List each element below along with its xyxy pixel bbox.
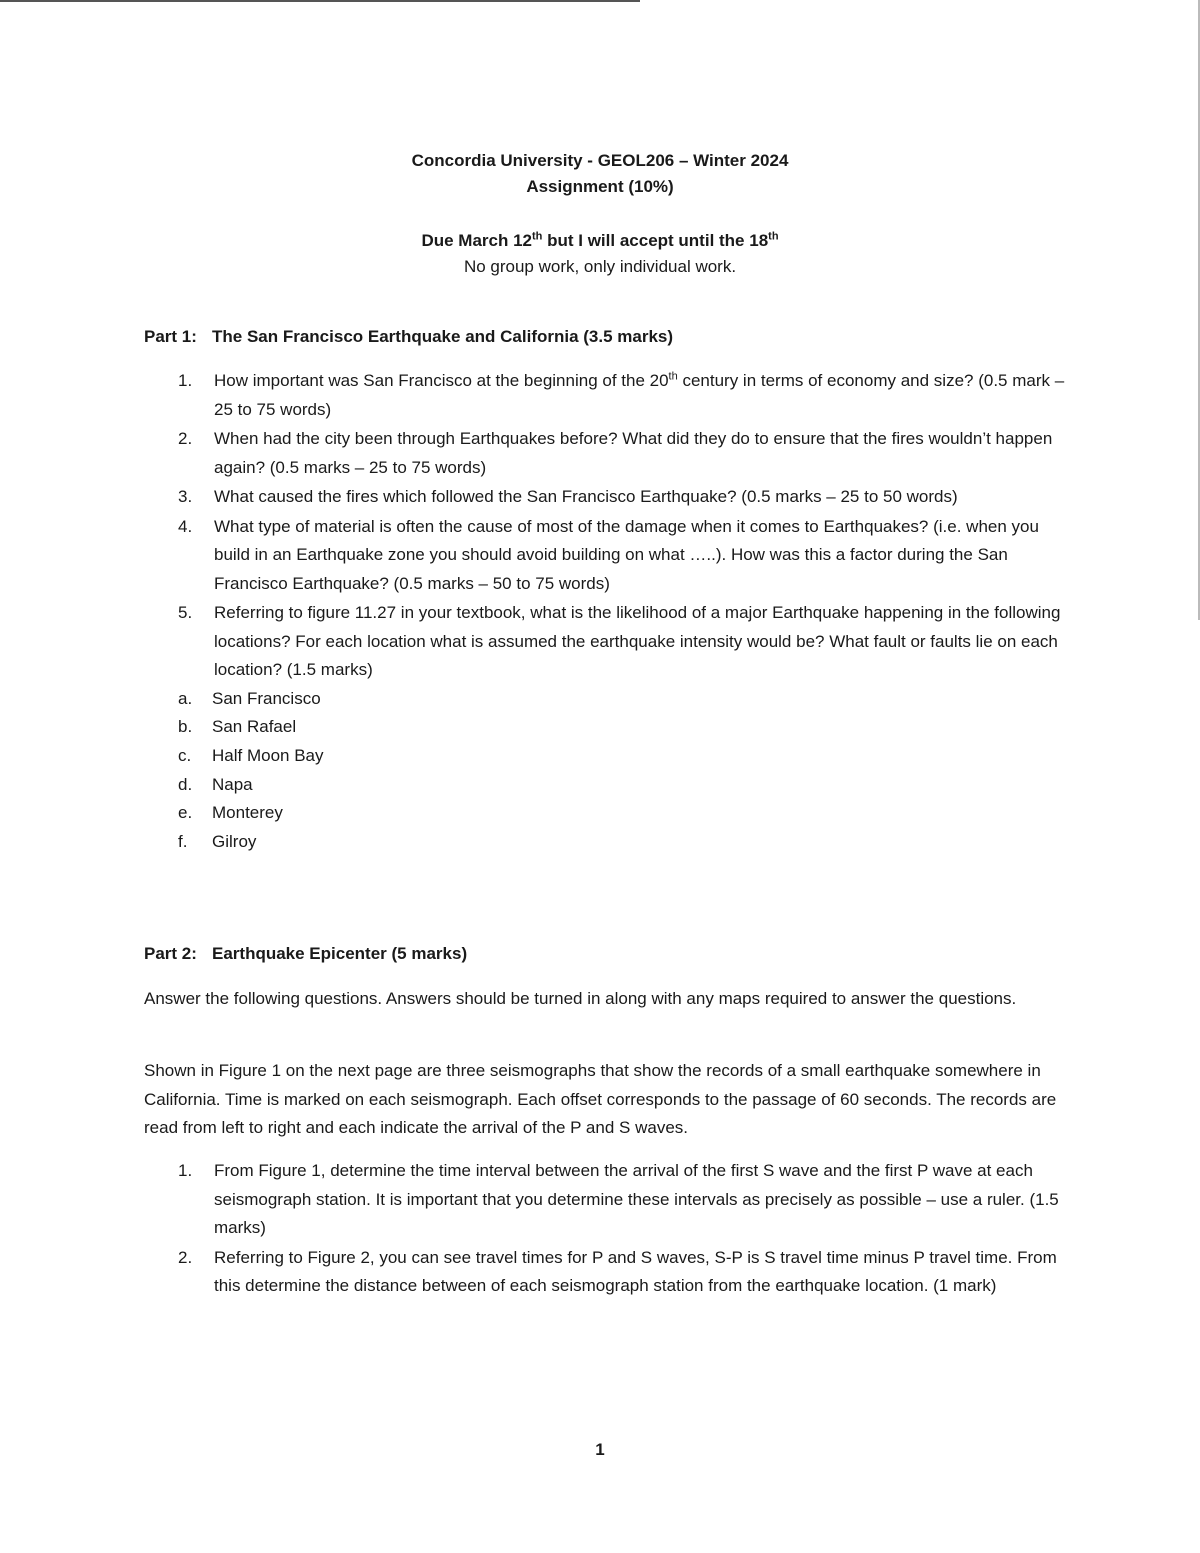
part2-intro: Answer the following questions. Answers should be turned in along with any maps required to answer the questions. — [144, 989, 1017, 1008]
part1-question: 5. Referring to figure 11.27 in your textbook, what is the likelihood of a major Earthquake happening in the following locations? For each location what is assumed the earthquake intensity would be? What fault or faults lie on each location? (1.5 marks) a. San Francisco b. San Rafael c. Half Moon Bay d. Napa e. Monterey f. Gilroy — [214, 599, 1074, 857]
location-item: e. Monterey — [178, 803, 283, 823]
assignment-title: Assignment (10%) — [526, 177, 674, 196]
individual-work-note: No group work, only individual work. — [463, 257, 737, 276]
scan-top-edge — [0, 0, 640, 2]
location-item: b. San Rafael — [178, 717, 297, 737]
part2-number: Part 2: — [144, 944, 197, 963]
location-item: d. Napa — [178, 774, 253, 794]
location-item: c. Half Moon Bay — [178, 745, 324, 765]
page-number: 1 — [595, 1440, 605, 1459]
course-title: Concordia University - GEOL206 – Winter 2024 — [411, 151, 789, 170]
part1-question-list — [178, 367, 1074, 858]
part2-question: 2. Referring to Figure 2, you can see travel times for P and S waves, S-P is S travel time minus P travel time. From this determine the distance between of each seismograph station from the earthquake location. (1 mark) — [178, 1247, 1057, 1295]
part1-question: 1. How important was San Francisco at the beginning of the 20th century in terms of economy and size? (0.5 mark – 25 to 75 words) — [178, 370, 1065, 419]
part1-question: 2. When had the city been through Earthquakes before? What did they do to ensure that the fires wouldn’t happen again? (0.5 marks – 25 to 75 words) — [178, 429, 1053, 477]
part1-number: Part 1: — [144, 327, 197, 346]
part1-heading — [144, 324, 673, 350]
due-date: Due March 12th but I will accept until the 18th — [421, 230, 779, 250]
part1-title: The San Francisco Earthquake and California (3.5 marks) — [212, 327, 674, 346]
part2-question-list — [178, 1157, 1074, 1302]
part1-question: 4. What type of material is often the cause of most of the damage when it comes to Earthquakes? (i.e. when you build in an Earthquake zone you should avoid building on what …..). How was this a factor during the San Francisco Earthquake? (0.5 marks – 50 to 75 words) — [178, 516, 1039, 593]
location-item: a. San Francisco — [178, 688, 321, 708]
part2-heading — [144, 941, 467, 967]
part2-description: Shown in Figure 1 on the next page are three seismographs that show the records of a small earthquake somewhere in California. Time is marked on each seismograph. Each offset corresponds to the passage of 60 seconds. The records are read from left to right and each indicate the arrival of the P and S waves. — [144, 1061, 1057, 1137]
part2-question: 1. From Figure 1, determine the time interval between the arrival of the first S wave and the first P wave at each seismograph station. It is important that you determine these intervals as precisely as possible – use a ruler. (1.5 marks) — [178, 1161, 1059, 1237]
document-header — [0, 148, 1200, 280]
location-list — [142, 685, 1074, 857]
part1-question: 3. What caused the fires which followed the San Francisco Earthquake? (0.5 marks – 25 to 50 words) — [178, 487, 958, 506]
location-item: f. Gilroy — [178, 832, 257, 852]
part2-title: Earthquake Epicenter (5 marks) — [212, 944, 468, 963]
